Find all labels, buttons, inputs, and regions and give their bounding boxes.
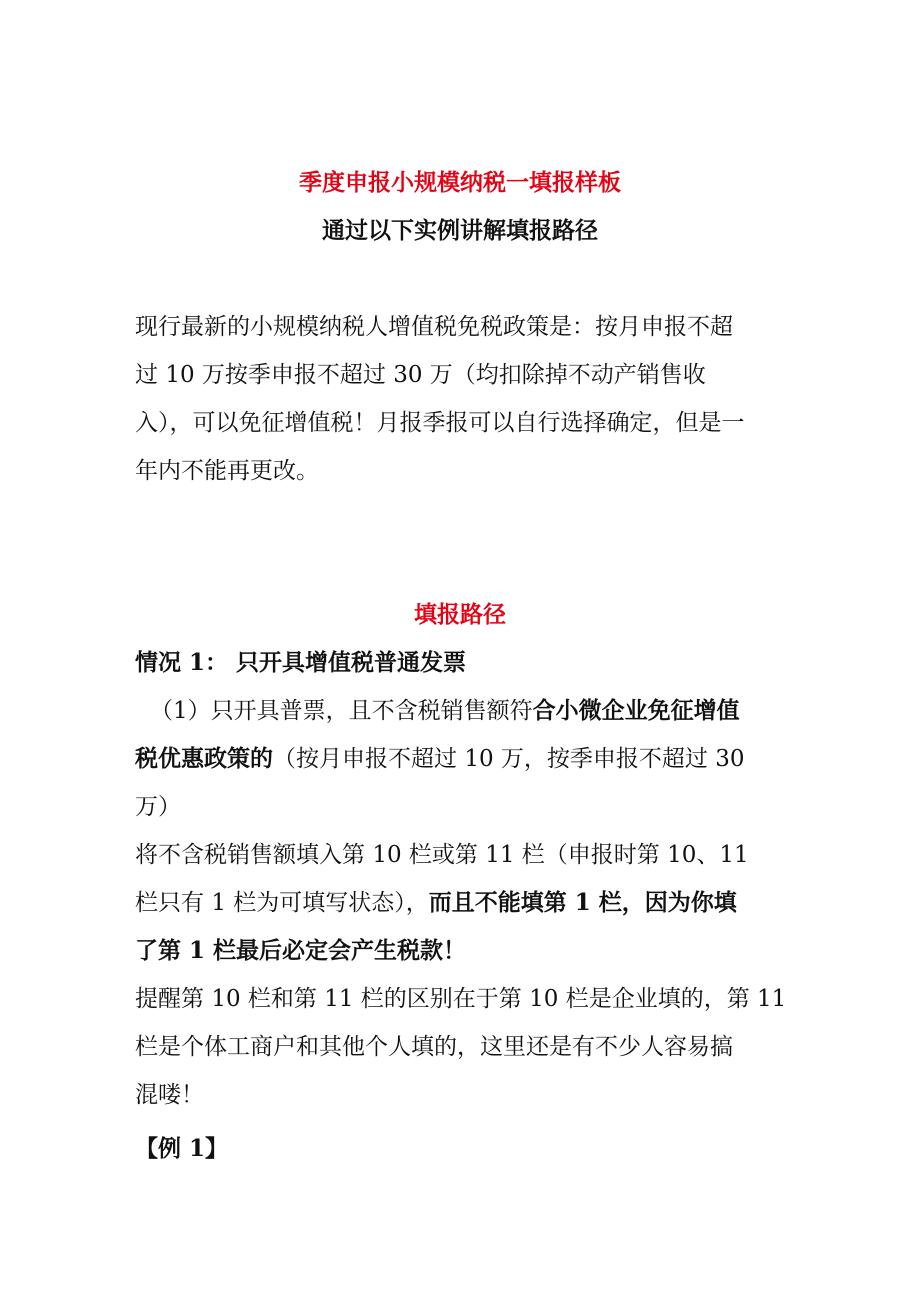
case1-para-line-1: （1）只开具普票，且不含税销售额符合小微企业免征增值 [150, 698, 740, 724]
case1-para-line-8: 栏是个体工商户和其他个人填的，这里还是有不少人容易搞 [135, 1034, 733, 1060]
intro-line-3: 入），可以免征增值税！月报季报可以自行选择确定，但是一 [135, 410, 745, 436]
intro-line-1: 现行最新的小规模纳税人增值税免税政策是：按月申报不超 [135, 314, 733, 340]
case1-para-line-7: 提醒第 10 栏和第 11 栏的区别在于第 10 栏是企业填的，第 11 [135, 986, 787, 1012]
section-title: 填报路径 [414, 602, 506, 628]
case1-para-line-4: 将不含税销售额填入第 10 栏或第 11 栏（申报时第 10、11 [135, 842, 749, 868]
example-label: 【例 1】 [135, 1135, 229, 1162]
intro-line-4: 年内不能再更改。 [135, 458, 319, 484]
case1-heading: 情况 1： 只开具增值税普通发票 [135, 649, 467, 676]
case1-para-line-3: 万） [135, 794, 181, 820]
case1-para-line-5: 栏只有 1 栏为可填写状态），而且不能填第 1 栏，因为你填 [135, 889, 737, 916]
case1-para-line-2: 税优惠政策的（按月申报不超过 10 万，按季申报不超过 30 [135, 746, 745, 772]
intro-line-2: 过 10 万按季申报不超过 30 万（均扣除掉不动产销售收 [135, 362, 706, 388]
case1-para-line-6: 了第 1 栏最后必定会产生税款！ [135, 937, 467, 964]
document-subtitle: 通过以下实例讲解填报路径 [322, 218, 598, 244]
document-title: 季度申报小规模纳税一填报样板 [299, 170, 621, 196]
case1-para-line-9: 混喽！ [135, 1082, 204, 1108]
